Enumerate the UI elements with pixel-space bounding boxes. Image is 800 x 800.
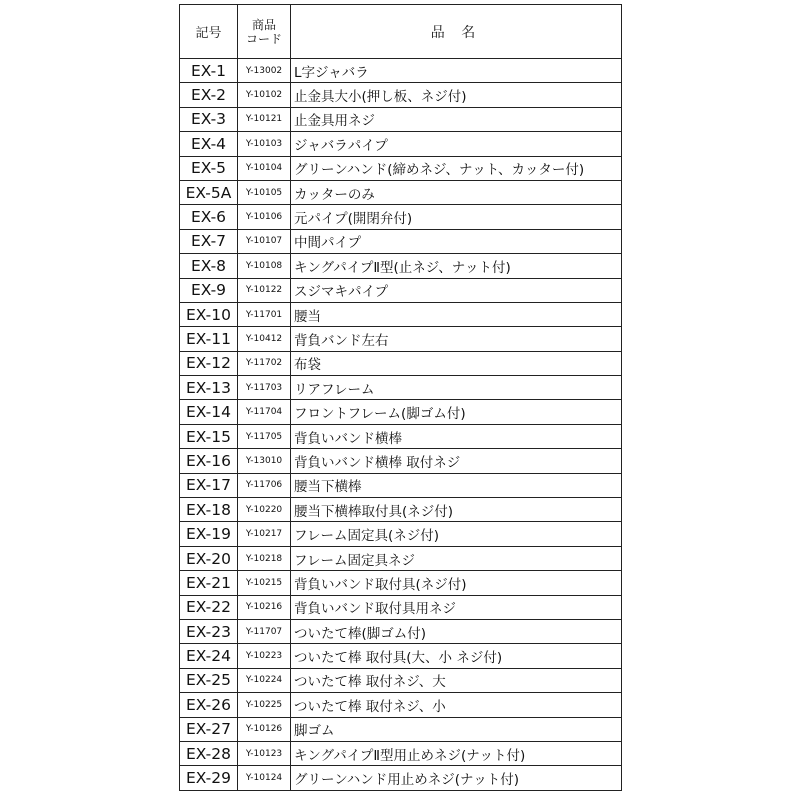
row-symbol: EX-11 xyxy=(180,327,238,351)
row-name: キングパイプⅡ型(止ネジ、ナット付) xyxy=(291,254,622,278)
row-code: Y-11701 xyxy=(238,302,291,326)
table-row xyxy=(180,376,622,400)
table-row xyxy=(180,400,622,424)
table-row xyxy=(180,668,622,692)
table-row xyxy=(180,741,622,765)
table-row xyxy=(180,59,622,83)
table-row xyxy=(180,644,622,668)
row-code: Y-10225 xyxy=(238,693,291,717)
row-name: フレーム固定具(ネジ付) xyxy=(291,522,622,546)
table-row xyxy=(180,278,622,302)
row-code: Y-10223 xyxy=(238,644,291,668)
table-row xyxy=(180,693,622,717)
table-row xyxy=(180,180,622,204)
table-row xyxy=(180,156,622,180)
table-row xyxy=(180,766,622,790)
row-code: Y-10123 xyxy=(238,741,291,765)
row-symbol: EX-20 xyxy=(180,546,238,570)
row-name: 腰当下横棒 xyxy=(291,473,622,497)
header-row xyxy=(180,5,622,59)
row-name: ついたて棒 取付具(大、小 ネジ付) xyxy=(291,644,622,668)
row-name: 腰当下横棒取付具(ネジ付) xyxy=(291,498,622,522)
row-symbol: EX-6 xyxy=(180,205,238,229)
row-symbol: EX-5 xyxy=(180,156,238,180)
row-code: Y-10224 xyxy=(238,668,291,692)
table-row xyxy=(180,546,622,570)
table-row xyxy=(180,424,622,448)
row-name: ついたて棒 取付ネジ、大 xyxy=(291,668,622,692)
row-symbol: EX-24 xyxy=(180,644,238,668)
row-name: 背負いバンド横棒 xyxy=(291,424,622,448)
row-code: Y-10106 xyxy=(238,205,291,229)
header-code-line2: コード xyxy=(245,31,282,46)
row-name: 布袋 xyxy=(291,351,622,375)
row-symbol: EX-13 xyxy=(180,376,238,400)
row-code: Y-10412 xyxy=(238,327,291,351)
row-code: Y-10102 xyxy=(238,83,291,107)
row-name: 脚ゴム xyxy=(291,717,622,741)
row-code: Y-10107 xyxy=(238,229,291,253)
table-row xyxy=(180,595,622,619)
row-name: 背負いバンド取付具(ネジ付) xyxy=(291,571,622,595)
row-code: Y-10215 xyxy=(238,571,291,595)
header-name: 品 名 xyxy=(291,5,622,59)
row-symbol: EX-25 xyxy=(180,668,238,692)
row-symbol: EX-2 xyxy=(180,83,238,107)
row-name: 元パイプ(開閉弁付) xyxy=(291,205,622,229)
table-row xyxy=(180,571,622,595)
row-name: キングパイプⅡ型用止めネジ(ナット付) xyxy=(291,741,622,765)
header-symbol: 記号 xyxy=(180,5,238,59)
table-row xyxy=(180,351,622,375)
table-row xyxy=(180,254,622,278)
row-code: Y-11704 xyxy=(238,400,291,424)
row-name: 背負バンド左右 xyxy=(291,327,622,351)
row-symbol: EX-8 xyxy=(180,254,238,278)
row-code: Y-10124 xyxy=(238,766,291,790)
table-row xyxy=(180,619,622,643)
table-body xyxy=(180,59,622,791)
row-name: グリーンハンド用止めネジ(ナット付) xyxy=(291,766,622,790)
row-name: スジマキパイプ xyxy=(291,278,622,302)
row-symbol: EX-19 xyxy=(180,522,238,546)
table-row xyxy=(180,327,622,351)
row-code: Y-10220 xyxy=(238,498,291,522)
table-row xyxy=(180,498,622,522)
row-code: Y-10216 xyxy=(238,595,291,619)
row-code: Y-13002 xyxy=(238,59,291,83)
row-symbol: EX-7 xyxy=(180,229,238,253)
row-symbol: EX-21 xyxy=(180,571,238,595)
row-code: Y-11707 xyxy=(238,619,291,643)
row-symbol: EX-12 xyxy=(180,351,238,375)
row-name: ついたて棒(脚ゴム付) xyxy=(291,619,622,643)
row-code: Y-10122 xyxy=(238,278,291,302)
row-symbol: EX-3 xyxy=(180,107,238,131)
table-row xyxy=(180,302,622,326)
row-symbol: EX-16 xyxy=(180,449,238,473)
row-code: Y-11702 xyxy=(238,351,291,375)
table-row xyxy=(180,205,622,229)
row-code: Y-10126 xyxy=(238,717,291,741)
header-code xyxy=(238,5,291,59)
row-symbol: EX-29 xyxy=(180,766,238,790)
table-row xyxy=(180,522,622,546)
row-symbol: EX-23 xyxy=(180,619,238,643)
row-symbol: EX-1 xyxy=(180,59,238,83)
table-row xyxy=(180,717,622,741)
row-name: 腰当 xyxy=(291,302,622,326)
row-symbol: EX-14 xyxy=(180,400,238,424)
row-code: Y-10218 xyxy=(238,546,291,570)
parts-table xyxy=(179,4,622,791)
table-row xyxy=(180,449,622,473)
row-symbol: EX-27 xyxy=(180,717,238,741)
row-symbol: EX-5A xyxy=(180,180,238,204)
row-symbol: EX-10 xyxy=(180,302,238,326)
row-name: 止金具大小(押し板、ネジ付) xyxy=(291,83,622,107)
row-name: L字ジャバラ xyxy=(291,59,622,83)
row-symbol: EX-9 xyxy=(180,278,238,302)
header-code-line1: 商品 xyxy=(251,17,276,32)
row-symbol: EX-22 xyxy=(180,595,238,619)
row-code: Y-11706 xyxy=(238,473,291,497)
row-code: Y-10121 xyxy=(238,107,291,131)
row-name: リアフレーム xyxy=(291,376,622,400)
row-name: グリーンハンド(締めネジ、ナット、カッター付) xyxy=(291,156,622,180)
row-symbol: EX-28 xyxy=(180,741,238,765)
row-code: Y-10104 xyxy=(238,156,291,180)
row-code: Y-10105 xyxy=(238,180,291,204)
row-code: Y-13010 xyxy=(238,449,291,473)
table-row xyxy=(180,473,622,497)
row-name: 中間パイプ xyxy=(291,229,622,253)
row-symbol: EX-18 xyxy=(180,498,238,522)
row-code: Y-10108 xyxy=(238,254,291,278)
row-symbol: EX-26 xyxy=(180,693,238,717)
table-row xyxy=(180,107,622,131)
row-symbol: EX-4 xyxy=(180,132,238,156)
row-name: ついたて棒 取付ネジ、小 xyxy=(291,693,622,717)
table-row xyxy=(180,229,622,253)
row-name: カッターのみ xyxy=(291,180,622,204)
row-name: フレーム固定具ネジ xyxy=(291,546,622,570)
row-name: 止金具用ネジ xyxy=(291,107,622,131)
row-name: 背負いバンド取付具用ネジ xyxy=(291,595,622,619)
row-name: 背負いバンド横棒 取付ネジ xyxy=(291,449,622,473)
row-symbol: EX-15 xyxy=(180,424,238,448)
row-code: Y-10217 xyxy=(238,522,291,546)
row-name: ジャバラパイプ xyxy=(291,132,622,156)
row-code: Y-10103 xyxy=(238,132,291,156)
table-row xyxy=(180,132,622,156)
row-name: フロントフレーム(脚ゴム付) xyxy=(291,400,622,424)
row-code: Y-11705 xyxy=(238,424,291,448)
row-symbol: EX-17 xyxy=(180,473,238,497)
table-row xyxy=(180,83,622,107)
row-code: Y-11703 xyxy=(238,376,291,400)
